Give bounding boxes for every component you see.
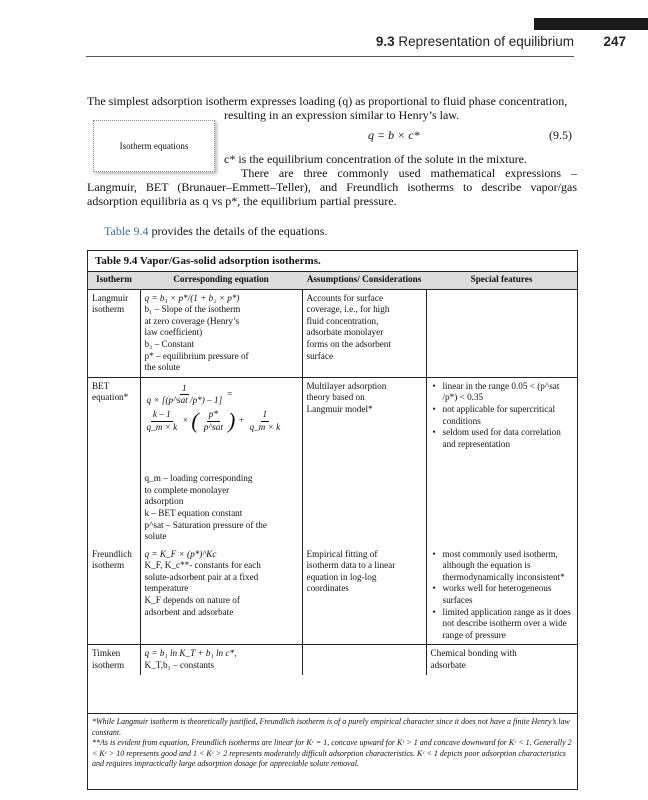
table-footnotes [92, 717, 573, 770]
freundlich-feature-item: • works well for heterogeneous surfaces [431, 583, 574, 606]
freundlich-assump-line: Empirical fitting of [306, 548, 378, 559]
paragraph-intro [87, 94, 577, 122]
freundlich-eq-line: K_F, K_c**- constants for each [144, 560, 261, 571]
bet-name [88, 377, 140, 545]
freundlich-name-l1: Freundlich [92, 548, 132, 559]
bet-name-l1: BET [92, 380, 110, 391]
bet-note-line: to complete monolayer [144, 484, 230, 495]
paragraph-isotherms [87, 152, 577, 208]
equation-number: (9.5) [549, 128, 572, 142]
bet-assump-line: Langmuir model* [306, 403, 373, 414]
header-equation: Corresponding equation [140, 272, 302, 289]
bet-name-l2: equation* [92, 392, 129, 403]
bet-plus: + [238, 415, 245, 426]
bet-equation [140, 377, 302, 545]
table-title: Table 9.4 Vapor/Gas-solid adsorption isotherms. [95, 255, 321, 267]
header-assumptions: Assumptions/ Considerations [302, 272, 426, 289]
timken-name-l2: isotherm [92, 660, 125, 671]
langmuir-equation [140, 289, 302, 377]
langmuir-name [88, 289, 140, 377]
section-number: 9.3 [375, 34, 395, 49]
bet-note-line: solute [144, 531, 167, 542]
header-bar-decoration [534, 18, 648, 30]
bet-f1-den: q_m × k [146, 421, 178, 432]
langmuir-eq-line: at zero coverage (Henry’s [144, 315, 240, 326]
bet-note-line: adsorption [144, 496, 184, 507]
freundlich-assump-line: equation in log-log [306, 571, 377, 582]
bet-f1-num: k – 1 [151, 409, 173, 422]
table-link[interactable]: Table 9.4 [104, 224, 149, 238]
freundlich-feature-item: • most commonly used isotherm, although the equation is thermodynamically inconsistent* [431, 549, 574, 584]
equation-9-5: q = b × c* [368, 128, 420, 142]
timken-feature-line: Chemical bonding with [430, 648, 517, 659]
page-number: 247 [603, 34, 626, 49]
langmuir-assump-line: forms on the adsorbent [306, 338, 391, 349]
running-header [0, 34, 626, 49]
footnote-2: **As is evident from equation, Freundlich isotherms are linear for Kᶜ = 1, concave upward for Kᶜ > 1 and concave downward for Kᶜ < 1. Generally 2 < Kᶜ > 10 represents good and 1 < Kᶜ > 2 represents moderately difficult adsorption characteristics. Kᶜ < 1 depicts poor adsorption characteristics and requires impractically large adsorption dosage for appreciable solute removal. [92, 738, 572, 769]
paragraph-intro-line2: resulting in an expression similar to Henry’s law. [224, 108, 460, 122]
bet-paren-close: ) [227, 408, 236, 434]
bet-feature-item: • seldom used for data correlation and representation [431, 427, 574, 450]
table-9-4 [87, 250, 578, 790]
freundlich-features [426, 546, 577, 645]
footnote-1: *While Langmuir isotherm is theoretically justified, Freundlich isotherm is of a purely empirical character since it does not have a finite Henry’s law constant. [92, 717, 570, 737]
freundlich-assumptions [302, 546, 426, 645]
freundlich-feature-item: • limited application range as it does not describe isotherm over a wide range of pressure [431, 607, 574, 642]
bet-note-line: p^sat – Saturation pressure of the [144, 519, 267, 530]
langmuir-assump-line: Accounts for surface [306, 292, 384, 303]
bet-frac-1 [145, 409, 180, 433]
header-features: Special features [426, 272, 577, 289]
bet-eq-rhs [145, 409, 298, 433]
freundlich-features-list [431, 549, 574, 642]
timken-features [426, 645, 577, 675]
table-row-freundlich [88, 546, 577, 645]
langmuir-assump-line: adsorbate monolayer [306, 327, 384, 338]
bet-f3-num: 1 [261, 409, 270, 422]
paragraph-intro-line1: The simplest adsorption isotherm expresses loading (q) as proportional to fluid phase concentration, [87, 94, 568, 108]
langmuir-eq-line: law coefficient) [144, 327, 203, 338]
bet-f2-den: p^sat [203, 421, 223, 432]
bet-lead-num: 1 [180, 383, 189, 396]
timken-name-l1: Timken [92, 648, 121, 659]
table-row-langmuir [88, 289, 577, 377]
freundlich-name-l2: isotherm [92, 560, 125, 571]
isotherm-table [88, 272, 577, 675]
timken-name [88, 645, 140, 675]
langmuir-assump-line: fluid concentration, [306, 315, 379, 326]
timken-feature-line: adsorbate [430, 660, 466, 671]
bet-features [426, 377, 577, 545]
bet-frac-3 [247, 409, 282, 433]
bet-times: × [182, 415, 189, 426]
header-rule [86, 56, 574, 57]
langmuir-eq-line: p* – equilibrium pressure of [144, 350, 249, 361]
freundlich-name [88, 546, 140, 645]
freundlich-assump-line: coordinates [306, 583, 349, 594]
table-header-row [88, 272, 577, 289]
bet-f2-num: p* [207, 409, 220, 422]
bet-assump-line: theory based on [306, 392, 365, 403]
freundlich-eq-line: q = K_F × (p*)^Kc [144, 548, 217, 559]
section-title: Representation of equilibrium [398, 34, 574, 49]
bet-features-list [431, 381, 574, 451]
paragraph-isotherms-line4: adsorption equilibria as q vs p*, the equilibrium partial pressure. [87, 194, 397, 208]
freundlich-equation [140, 546, 302, 645]
langmuir-eq-line: q = b₁ × p*/(1 + b₂ × p*) [144, 292, 240, 303]
freundlich-eq-line: temperature [144, 583, 189, 594]
bet-equals: = [227, 389, 233, 400]
langmuir-assump-line: surface [306, 350, 334, 361]
freundlich-assump-line: isotherm data to a linear [306, 560, 396, 571]
bet-assump-line: Multilayer adsorption [306, 380, 387, 391]
paragraph-table-ref-text: provides the details of the equations. [148, 224, 328, 238]
timken-assumptions [302, 645, 426, 675]
bet-feature-item: • not applicable for supercritical conditions [431, 404, 574, 427]
langmuir-eq-line: b₂ – Constant [144, 338, 195, 349]
langmuir-assumptions [302, 289, 426, 377]
bet-feature-item: • linear in the range 0.05 < (p^sat /p*) < 0.35 [431, 381, 574, 404]
table-row-bet [88, 377, 577, 545]
table-row-timken [88, 645, 577, 675]
bet-assumptions [302, 377, 426, 545]
bet-frac-2 [202, 409, 225, 433]
paragraph-isotherms-line3: Langmuir, BET (Brunauer–Emmett–Teller), and Freundlich isotherms to describe vapor/gas [87, 180, 577, 194]
bet-lead-den: q × [(p^sat /p*) – 1] [146, 395, 223, 406]
bet-lead-fraction [145, 383, 225, 407]
langmuir-name-l2: isotherm [92, 304, 125, 315]
bet-eq-lhs [145, 383, 298, 407]
bet-note-line: q_m – loading corresponding [144, 473, 253, 484]
header-isotherm: Isotherm [88, 272, 140, 289]
bet-eq-spacer [145, 433, 298, 473]
paragraph-table-ref [104, 224, 327, 239]
paragraph-isotherms-line2: There are three commonly used mathematical expressions – [241, 166, 577, 180]
timken-eq-line: K_T,b₁ – constants [144, 660, 215, 671]
langmuir-name-l1: Langmuir [92, 292, 129, 303]
bet-note-line: k – BET equation constant [144, 507, 243, 518]
paragraph-isotherms-line1: c* is the equilibrium concentration of the solute in the mixture. [224, 152, 527, 166]
langmuir-eq-line: the solute [144, 362, 180, 373]
bet-f3-den: q_m × k [249, 421, 281, 432]
timken-equation [140, 645, 302, 675]
freundlich-eq-line: K_F depends on nature of [144, 595, 240, 606]
langmuir-assump-line: coverage, i.e., for high [306, 304, 390, 315]
langmuir-features [426, 289, 577, 377]
margin-label-text: Isotherm equations [119, 141, 189, 151]
langmuir-eq-line: b₁ – Slope of the isotherm [144, 304, 241, 315]
footnote-rule [88, 713, 577, 714]
timken-eq-line: q = b₁ ln K_T + b₁ ln c*, [144, 648, 237, 659]
freundlich-eq-line: adsorbent and adsorbate [144, 606, 234, 617]
bet-paren-open: ( [191, 408, 199, 434]
freundlich-eq-line: solute-adsorbent pair at a fixed [144, 571, 259, 582]
